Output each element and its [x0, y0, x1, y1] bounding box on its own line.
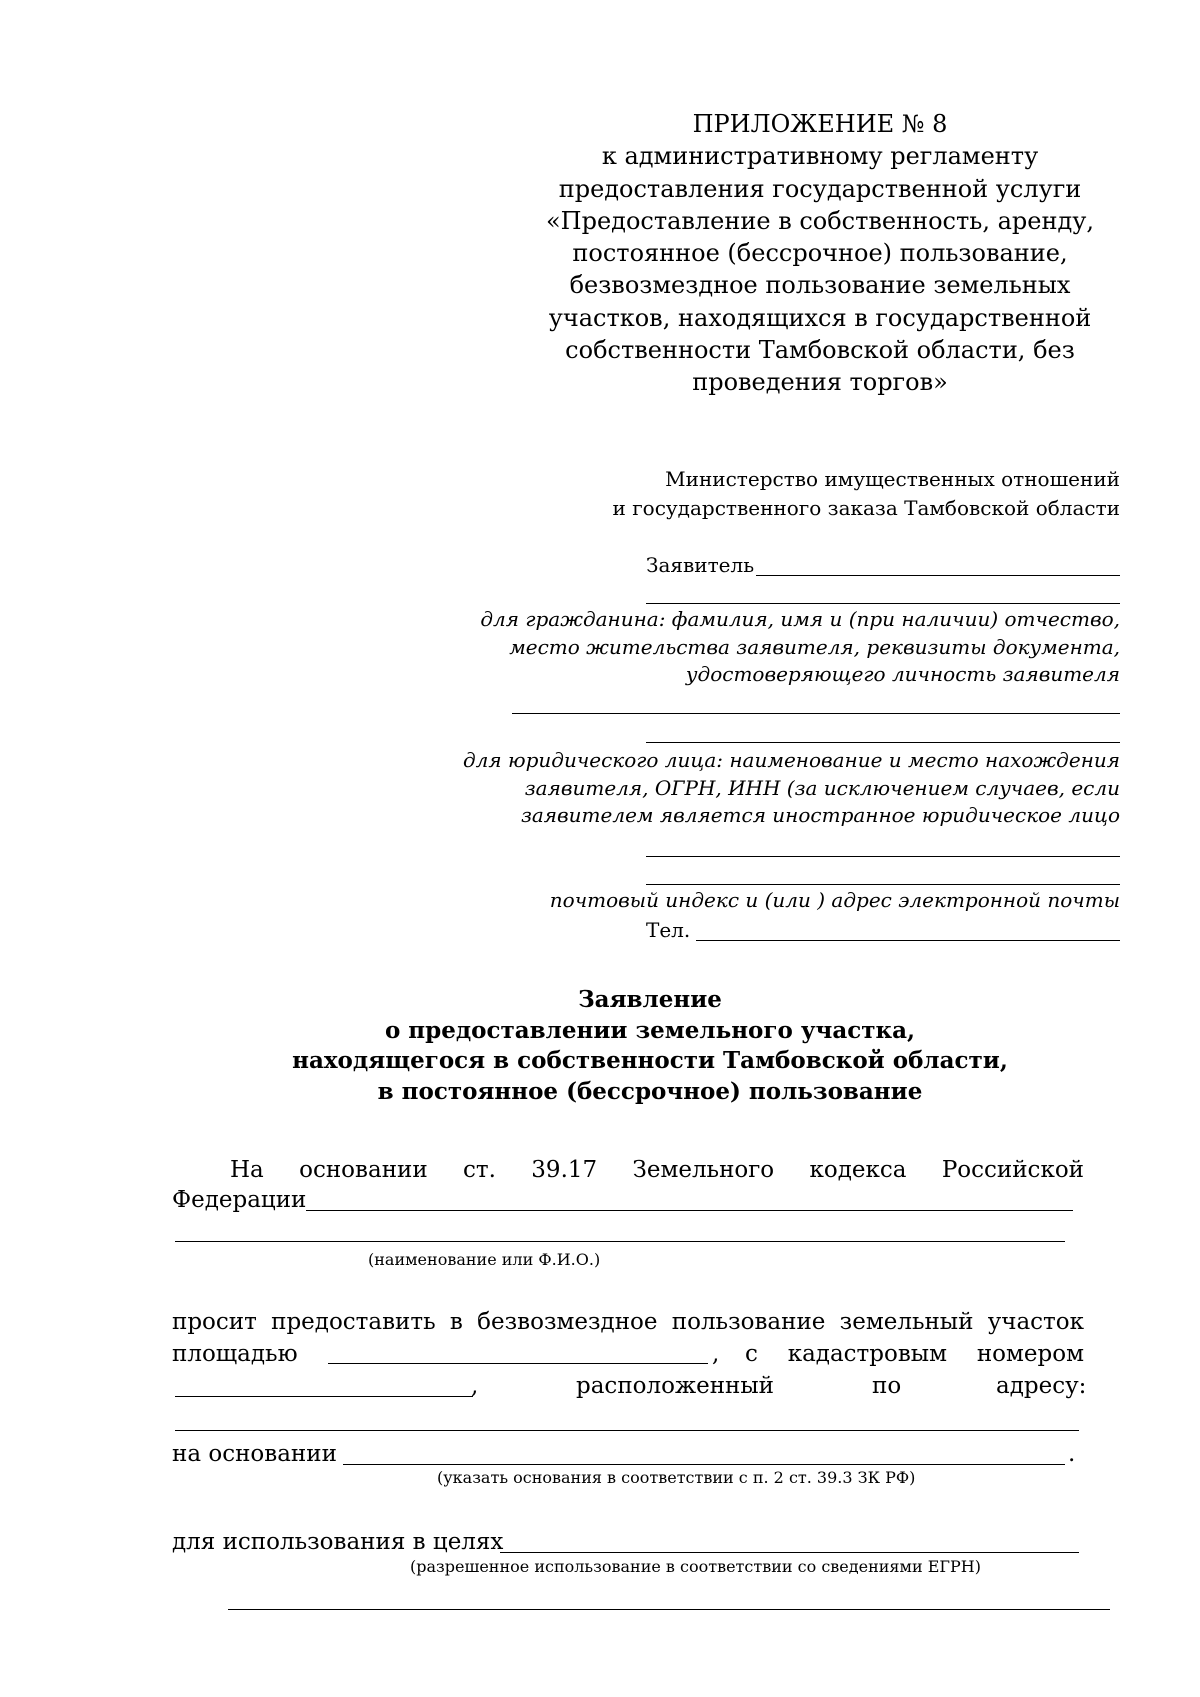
document-title	[200, 985, 1100, 1107]
basis-word: кодекса	[809, 1157, 907, 1183]
applicant-field-line[interactable]	[646, 884, 1120, 885]
hint-line: заявителем является иностранное юридическое лицо	[520, 803, 1120, 827]
appendix-line: безвозмездное пользование земельных	[569, 271, 1071, 300]
recipient-line: Министерство имущественных отношений	[665, 467, 1120, 491]
purpose-field-line[interactable]	[228, 1609, 1110, 1610]
applicant-name-line[interactable]	[306, 1210, 1073, 1211]
title-line: о предоставлении земельного участка,	[384, 1016, 916, 1044]
basis-word: Земельного	[632, 1157, 775, 1183]
applicant-field-line[interactable]	[646, 856, 1120, 857]
basis-word: ст.	[463, 1157, 496, 1183]
hint-line: удостоверяющего личность заявителя	[685, 662, 1120, 686]
appendix-line: проведения торгов»	[692, 368, 948, 397]
cadastral-label	[745, 1340, 1084, 1368]
cadastral-word: с	[745, 1341, 758, 1367]
located-label: расположенный	[576, 1373, 775, 1399]
applicant-name-line[interactable]	[175, 1241, 1065, 1242]
purpose-field-line[interactable]	[500, 1552, 1079, 1553]
appendix-line: участков, находящихся в государственной	[548, 303, 1092, 332]
basis-word: основании	[299, 1157, 428, 1183]
basis-word: 39.17	[531, 1157, 598, 1183]
basis-word: На	[230, 1157, 264, 1183]
hint-line: для юридического лица: наименование и место нахождения	[462, 748, 1120, 772]
recipient-line: и государственного заказа Тамбовской области	[612, 496, 1120, 520]
purpose-hint: (разрешенное использование в соответствии со сведениями ЕГРН)	[410, 1557, 981, 1576]
appendix-line: постоянное (бессрочное) пользование,	[572, 239, 1068, 268]
request-line: просит предоставить в безвозмездное пользование земельный участок	[172, 1309, 1084, 1335]
grounds-field-line[interactable]	[343, 1464, 1065, 1465]
federation-label: Федерации	[172, 1187, 307, 1213]
applicant-field-line[interactable]	[512, 713, 1120, 714]
comma: ,	[712, 1341, 720, 1367]
address-field-line[interactable]	[175, 1430, 1079, 1431]
period: .	[1068, 1441, 1076, 1467]
phone-label: Тел.	[646, 918, 691, 942]
grounds-hint: (указать основания в соответствии с п. 2 ст. 39.3 ЗК РФ)	[437, 1468, 916, 1487]
address-label: адресу:	[996, 1373, 1087, 1399]
grounds-label: на основании	[172, 1441, 337, 1467]
hint-line: для гражданина: фамилия, имя и (при наличии) отчество,	[480, 607, 1120, 631]
title-line: находящегося в собственности Тамбовской области,	[292, 1047, 1008, 1074]
appendix-line: к административному регламенту	[601, 142, 1039, 171]
area-field-line[interactable]	[328, 1363, 708, 1364]
name-hint: (наименование или Ф.И.О.)	[368, 1250, 601, 1269]
legal-entity-hint	[440, 747, 1120, 830]
applicant-field-line[interactable]	[646, 742, 1120, 743]
citizen-hint	[440, 606, 1120, 689]
appendix-line: «Предоставление в собственность, аренду,	[545, 206, 1094, 235]
appendix-title: ПРИЛОЖЕНИЕ № 8	[692, 110, 948, 138]
cadastral-word: кадастровым	[787, 1341, 948, 1367]
cadastral-word: номером	[976, 1341, 1084, 1367]
recipient-block	[560, 465, 1120, 523]
by-label: по	[872, 1373, 902, 1399]
area-label: площадью	[172, 1341, 298, 1367]
title-line: Заявление	[578, 986, 722, 1013]
basis-line	[172, 1156, 1084, 1184]
purpose-label: для использования в целях	[172, 1529, 504, 1555]
title-line: в постоянное (бессрочное) пользование	[377, 1077, 923, 1105]
applicant-field-line[interactable]	[646, 603, 1120, 604]
cadastral-field-line[interactable]	[175, 1396, 473, 1397]
comma: ,	[471, 1373, 479, 1399]
basis-word: Российской	[941, 1157, 1084, 1183]
appendix-header	[520, 108, 1120, 399]
appendix-line: предоставления государственной услуги	[558, 174, 1082, 203]
phone-field-line[interactable]	[696, 940, 1120, 941]
applicant-label: Заявитель	[646, 553, 755, 577]
contact-hint: почтовый индекс и (или ) адрес электронной почты	[549, 888, 1120, 912]
appendix-line: собственности Тамбовской области, без	[565, 336, 1075, 365]
applicant-field-line[interactable]	[756, 575, 1120, 576]
hint-line: заявителя, ОГРН, ИНН (за исключением случаев, если	[524, 775, 1120, 800]
hint-line: место жительства заявителя, реквизиты документа,	[509, 634, 1120, 659]
